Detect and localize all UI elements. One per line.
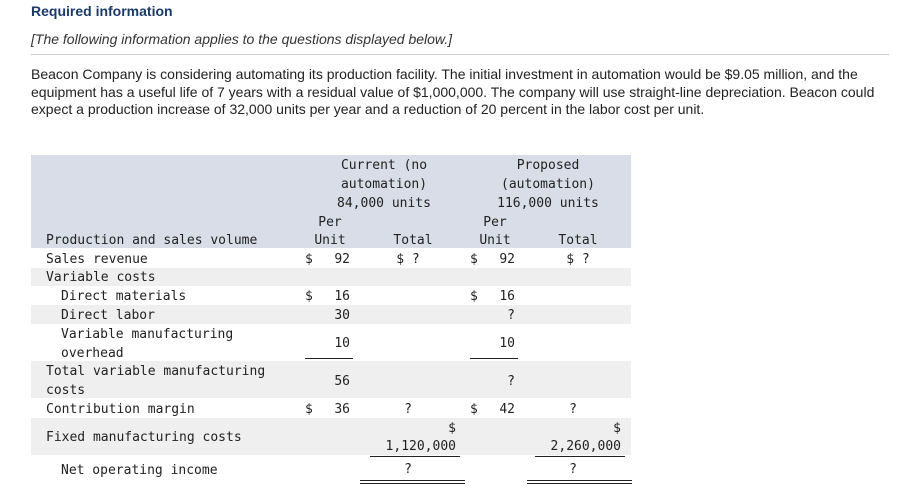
direct-materials-proposed-dollar: $ [470,289,478,304]
fixed-costs-current-total: 1,120,000 [385,439,456,454]
total-variable-label-line2: costs [46,383,86,398]
contribution-margin-current-dollar: $ [305,402,313,417]
net-income-label: Net operating income [61,463,218,478]
contribution-margin-proposed-unit: 42 [499,402,515,417]
net-income-proposed-total: ? [569,462,577,477]
proposed-unit-label: Unit [479,233,511,248]
current-header-line3: 84,000 units [337,196,431,211]
net-income-current-total: ? [404,462,412,477]
proposed-fixed-underline [535,456,625,457]
variable-overhead-label-line1: Variable manufacturing [61,327,234,342]
direct-materials-current-dollar: $ [305,289,313,304]
variable-costs-label: Variable costs [46,270,156,285]
variable-overhead-current-unit: 10 [334,336,350,351]
proposed-net-double-underline [527,480,632,484]
sales-revenue-proposed-total: $ ? [566,252,590,267]
total-variable-current-unit: 56 [334,374,350,389]
current-unit-label: Unit [314,233,346,248]
proposed-header-line3: 116,000 units [497,196,599,211]
fixed-costs-label: Fixed manufacturing costs [46,430,242,445]
proposed-per-label: Per [483,215,507,230]
direct-labor-proposed-unit: ? [507,308,515,323]
current-header-line1: Current (no [340,158,428,173]
contribution-margin-label: Contribution margin [46,402,195,417]
variable-overhead-label-line2: overhead [61,346,124,361]
contribution-margin-proposed-total: ? [569,402,577,417]
current-subtotal-underline [305,358,353,359]
direct-labor-label: Direct labor [61,308,155,323]
current-per-label: Per [318,215,342,230]
variable-overhead-proposed-unit: 10 [499,336,515,351]
contribution-margin-current-unit: 36 [334,402,350,417]
current-total-label: Total [393,233,433,248]
problem-text: Beacon Company is considering automating its production facility. The initial investment in automation would be $9.05 million, and the equipment has a useful life of 7 years with a residual value of $1,000,000. The company will use straight-line depreciation. Beacon could expect a production increase of 32,000 units per year and a reduction of 20 percent in the labor cost per unit. [31,66,875,117]
current-fixed-underline [370,456,460,457]
proposed-total-label: Total [558,233,598,248]
sales-revenue-current-unit: 92 [334,252,350,267]
direct-materials-label: Direct materials [61,289,187,304]
sales-revenue-proposed-dollar: $ [470,252,478,267]
section-subtitle: [The following information applies to the questions displayed below.] [31,31,453,47]
sales-revenue-label: Sales revenue [46,252,148,267]
total-variable-proposed-unit: ? [507,374,515,389]
current-net-double-underline [360,480,465,484]
fixed-costs-proposed-total: 2,260,000 [550,439,621,454]
total-variable-label-line1: Total variable manufacturing [46,364,266,379]
section-heading: Required information [31,3,173,19]
proposed-header-line1: Proposed [516,158,580,173]
fixed-costs-current-dollar: $ [448,421,456,436]
sales-revenue-current-total: $ ? [396,252,420,267]
row-header-label: Production and sales volume [46,233,258,248]
contribution-margin-current-total: ? [404,402,412,417]
sales-revenue-proposed-unit: 92 [499,252,515,267]
divider [31,54,889,55]
fixed-costs-proposed-dollar: $ [613,421,621,436]
contribution-margin-proposed-dollar: $ [470,402,478,417]
proposed-header-line2: (automation) [501,177,595,192]
direct-materials-current-unit: 16 [334,289,350,304]
current-header-line2: automation) [340,177,428,192]
direct-labor-current-unit: 30 [334,308,350,323]
direct-materials-proposed-unit: 16 [499,289,515,304]
sales-revenue-current-dollar: $ [305,252,313,267]
proposed-subtotal-underline [470,358,518,359]
